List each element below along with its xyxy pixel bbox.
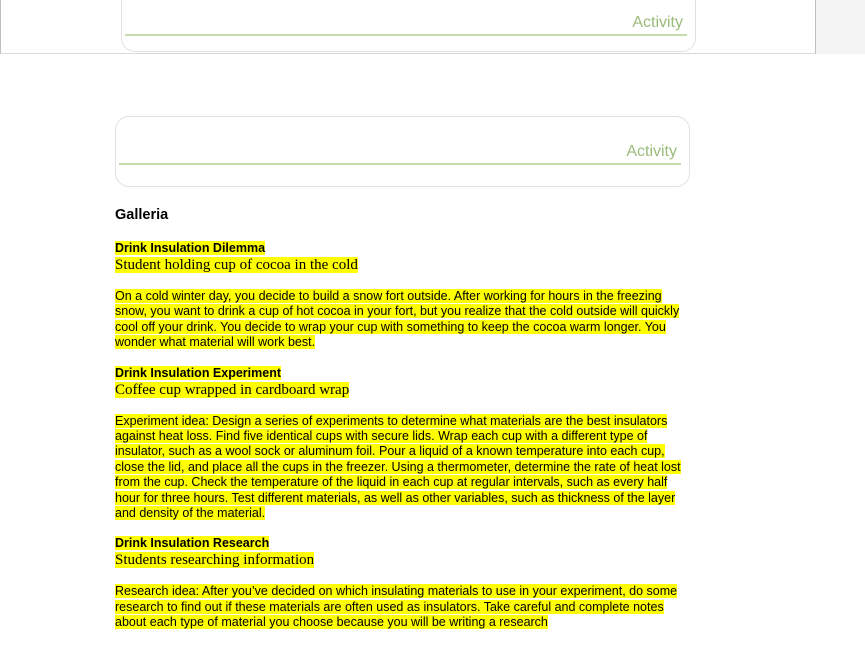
entry-title-text: Drink Insulation Research [115, 536, 270, 551]
activity-box [121, 0, 696, 52]
previous-page-fragment [0, 0, 816, 54]
entry-caption-text: Student holding cup of cocoa in the cold [115, 257, 358, 273]
activity-box [115, 116, 690, 187]
entry-title [115, 365, 690, 381]
gallery-entry [115, 365, 690, 522]
entry-title-text: Drink Insulation Experiment [115, 365, 282, 380]
entry-body-text: Research idea: After you’ve decided on which insulating materials to use in your experiment, do some research to find out if these materials are often used as insulators. Take careful and complete notes about each type of material you choose because you will be writing a research [115, 584, 678, 630]
entry-body-text: Experiment idea: Design a series of experiments to determine what materials are the best insulators against heat loss. Find five identical cups with secure lids. Wrap each cup with a different type of insulator, such as a wool sock or aluminum foil. Pour a liquid of a known temperature into each cup, close the lid, and place all the cups in the freezer. Using a thermometer, determine the rate of heat lost from the cup. Check the temperature of the liquid in each cup at regular intervals, such as every half hour for three hours. Test different materials, as well as other variables, such as thickness of the layer and density of the material. [115, 413, 681, 521]
entry-caption [115, 256, 690, 275]
window-gutter [816, 0, 865, 54]
activity-label: Activity [626, 143, 677, 160]
activity-divider [119, 163, 681, 165]
gallery-heading: Galleria [115, 207, 169, 223]
entry-title [115, 240, 690, 256]
entry-body [115, 414, 687, 522]
entry-body-text: On a cold winter day, you decide to build a snow fort outside. After working for hours in the freezing snow, you want to drink a cup of hot cocoa in your fort, but you realize that the cold outside will quickly cool off your drink. You decide to wrap your cup with something to keep the cocoa warm longer. You wonder what material will work best. [115, 289, 680, 350]
activity-divider [125, 34, 687, 36]
entry-title-text: Drink Insulation Dilemma [115, 241, 266, 255]
entry-title [115, 535, 690, 551]
gallery-entry [115, 535, 690, 630]
gallery-entry [115, 240, 690, 351]
activity-label: Activity [632, 14, 683, 31]
entry-body [115, 584, 687, 630]
entry-caption-text: Students researching information [115, 552, 315, 569]
document-content [115, 206, 690, 645]
entry-body [115, 289, 687, 351]
entry-caption [115, 381, 690, 400]
entry-caption-text: Coffee cup wrapped in cardboard wrap [115, 381, 350, 398]
entry-caption [115, 551, 690, 570]
